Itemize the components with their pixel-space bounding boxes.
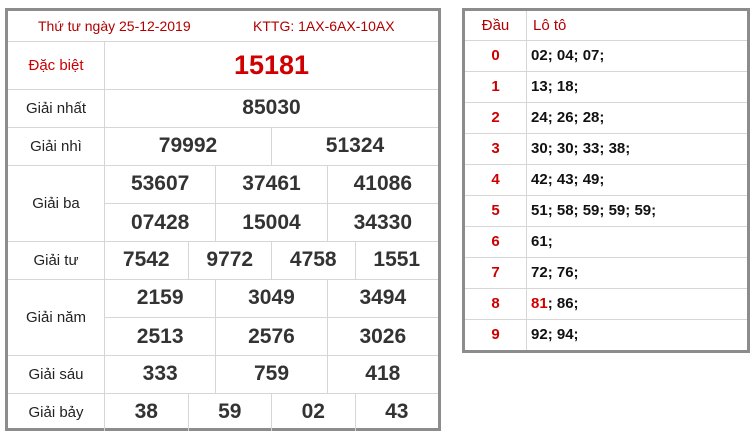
loto-value: 61	[531, 233, 548, 250]
loto-values: 81 ; 86 ;	[531, 295, 583, 312]
prize-number: 37461	[215, 165, 326, 203]
prize-number: 759	[215, 355, 326, 393]
prize-numbers	[105, 355, 438, 393]
prize-number: 34330	[327, 204, 438, 242]
lottery-results-table	[5, 8, 441, 431]
prize-label: Giải sáu	[8, 355, 105, 393]
loto-header-dau: Đầu	[465, 11, 527, 40]
loto-value: 72	[531, 264, 548, 281]
prize-number: 43	[355, 393, 439, 431]
prize-line	[105, 355, 438, 393]
loto-row	[465, 319, 747, 350]
loto-value: 86	[556, 295, 574, 312]
loto-value: 76	[556, 264, 574, 281]
prize-numbers	[105, 127, 438, 165]
prize-label: Đặc biệt	[8, 41, 105, 89]
loto-values: 51 ; 58 ; 59 ; 59 ; 59 ;	[531, 202, 661, 219]
loto-value: 59	[582, 202, 600, 219]
loto-values: 72 ; 76 ;	[531, 264, 583, 281]
prize-numbers	[105, 41, 438, 89]
loto-values: 42 ; 43 ; 49 ;	[531, 171, 609, 188]
prize-number: 2513	[136, 325, 184, 348]
prize-label: Giải ba	[8, 165, 105, 241]
prize-row	[8, 393, 438, 431]
loto-head-digit: 9	[465, 319, 527, 350]
prize-number: 9772	[188, 241, 272, 279]
loto-head-digit: 3	[465, 133, 527, 164]
loto-value: 42	[531, 171, 548, 188]
loto-head-digit: 6	[465, 226, 527, 257]
prize-numbers	[105, 165, 438, 241]
loto-values: 61 ;	[531, 233, 557, 250]
prize-row	[8, 241, 438, 280]
prize-number: 02	[271, 393, 355, 431]
loto-value: 81	[531, 295, 548, 312]
loto-value: 26	[556, 109, 574, 126]
prize-line	[105, 165, 438, 203]
prize-line	[105, 393, 438, 431]
prize-line	[105, 89, 438, 127]
loto-header	[465, 11, 747, 41]
loto-value: 33	[582, 140, 600, 157]
prize-number: 3049	[215, 279, 326, 317]
prize-number: 3494	[327, 279, 438, 317]
loto-value: 02	[531, 47, 548, 64]
loto-head-digit: 4	[465, 164, 527, 195]
draw-date: Thứ tư ngày 25-12-2019	[38, 18, 191, 34]
prize-line	[105, 41, 438, 89]
loto-value: 38	[608, 140, 626, 157]
loto-values: 92 ; 94 ;	[531, 326, 583, 343]
prize-number: 53607	[130, 172, 190, 195]
prize-number: 38	[134, 400, 158, 423]
loto-row	[465, 71, 747, 103]
prize-line	[105, 203, 438, 242]
prize-number: 79992	[158, 134, 218, 157]
prize-row	[8, 279, 438, 356]
loto-value: 07	[582, 47, 600, 64]
loto-head-digit: 5	[465, 195, 527, 226]
loto-values: 13 ; 18 ;	[531, 78, 583, 95]
loto-value: 51	[531, 202, 548, 219]
prize-numbers	[105, 89, 438, 127]
loto-row	[465, 195, 747, 227]
prize-number: 59	[188, 393, 272, 431]
loto-value: 04	[556, 47, 574, 64]
prize-number: 333	[142, 362, 178, 385]
prize-number: 2576	[215, 318, 326, 356]
loto-value: 24	[531, 109, 548, 126]
loto-row	[465, 102, 747, 134]
prize-line	[105, 317, 438, 356]
kttg-code: KTTG: 1AX-6AX-10AX	[253, 18, 395, 34]
loto-table	[462, 8, 750, 353]
prize-label: Giải bảy	[8, 393, 105, 431]
loto-value: 30	[556, 140, 574, 157]
loto-value: 59	[634, 202, 652, 219]
prize-number: 7542	[122, 248, 170, 271]
results-header	[8, 11, 438, 42]
loto-values: 24 ; 26 ; 28 ;	[531, 109, 609, 126]
prize-number: 4758	[271, 241, 355, 279]
prize-line	[105, 127, 438, 165]
loto-value: 30	[531, 140, 548, 157]
prize-number: 15181	[233, 49, 310, 80]
loto-head-digit: 7	[465, 257, 527, 288]
prize-label: Giải tư	[8, 241, 105, 279]
loto-head-digit: 2	[465, 102, 527, 133]
loto-values: 30 ; 30 ; 33 ; 38 ;	[531, 140, 635, 157]
loto-value: 92	[531, 326, 548, 343]
loto-head-digit: 1	[465, 71, 527, 102]
prize-number: 418	[327, 355, 438, 393]
prize-row	[8, 165, 438, 242]
loto-row	[465, 133, 747, 165]
loto-row	[465, 288, 747, 320]
loto-values: 02 ; 04 ; 07 ;	[531, 47, 609, 64]
prize-number: 41086	[327, 165, 438, 203]
prize-number: 51324	[271, 127, 438, 165]
prize-numbers	[105, 241, 438, 279]
prize-label: Giải nhất	[8, 89, 105, 127]
loto-header-loto: Lô tô	[533, 17, 567, 34]
prize-label: Giải nhì	[8, 127, 105, 165]
prize-line	[105, 241, 438, 279]
prize-number: 2159	[136, 286, 184, 309]
loto-value: 49	[582, 171, 600, 188]
loto-value: 13	[531, 78, 548, 95]
prize-row	[8, 127, 438, 166]
loto-value: 43	[556, 171, 574, 188]
loto-row	[465, 257, 747, 289]
prize-row	[8, 41, 438, 90]
loto-value: 58	[556, 202, 574, 219]
prize-line	[105, 279, 438, 317]
loto-row	[465, 226, 747, 258]
prize-row	[8, 89, 438, 128]
prize-numbers	[105, 393, 438, 431]
prize-row	[8, 355, 438, 394]
loto-value: 28	[582, 109, 600, 126]
loto-head-digit: 8	[465, 288, 527, 319]
prize-number: 85030	[242, 96, 301, 119]
prize-numbers	[105, 279, 438, 355]
prize-label: Giải năm	[8, 279, 105, 355]
loto-row	[465, 40, 747, 72]
prize-number: 3026	[327, 318, 438, 356]
loto-row	[465, 164, 747, 196]
loto-head-digit: 0	[465, 40, 527, 71]
loto-value: 59	[608, 202, 626, 219]
prize-number: 07428	[130, 211, 190, 234]
loto-value: 94	[556, 326, 574, 343]
prize-number: 1551	[355, 241, 439, 279]
prize-number: 15004	[215, 204, 326, 242]
loto-value: 18	[556, 78, 574, 95]
